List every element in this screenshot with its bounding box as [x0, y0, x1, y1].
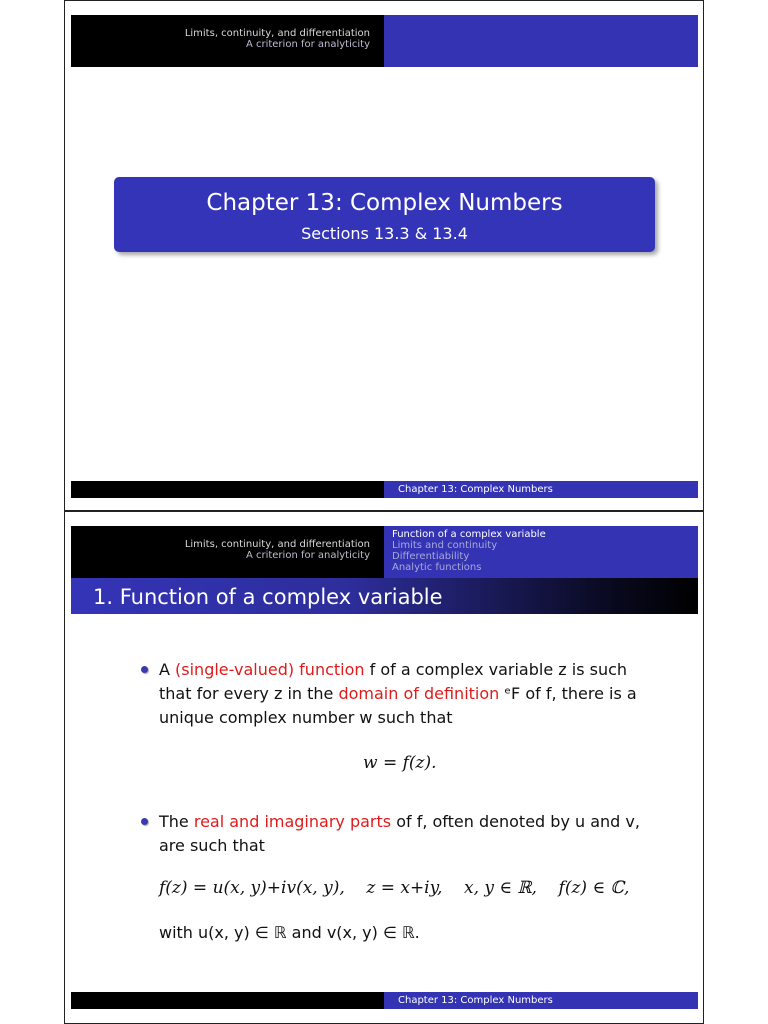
equation-decomposition: f(z) = u(x, y)+iv(x, y), z = x+iy, x, y ∈ ℝ, f(z) ∈ ℂ, [159, 878, 630, 898]
frame-title-bar [71, 578, 698, 614]
footer-label: Chapter 13: Complex Numbers [398, 995, 553, 1006]
b1-term-domain: domain of definition [338, 684, 500, 703]
header-bar [71, 526, 698, 578]
header-subsection: A criterion for analyticity [245, 550, 370, 561]
b1-text-c: ᵉF of f, there is a unique complex number w such that [159, 684, 637, 727]
header-right [384, 15, 698, 67]
toc-item-limits[interactable]: Limits and continuity [392, 540, 498, 551]
bullet-icon [141, 666, 148, 673]
toc-item-differentiability[interactable]: Differentiability [392, 551, 470, 562]
header-bar [71, 15, 698, 67]
footer-label: Chapter 13: Complex Numbers [398, 484, 553, 495]
slide-subtitle: Sections 13.3 & 13.4 [301, 224, 468, 243]
b2-text-a: The [159, 812, 194, 831]
header-subsection: A criterion for analyticity [245, 39, 370, 50]
b1-text-b: f of a complex variable z is such that for every z in the [159, 660, 628, 703]
slide-title [64, 0, 704, 511]
slide-function-complex-variable [64, 511, 704, 1024]
title-box [114, 177, 655, 252]
footer-bar [71, 992, 698, 1009]
header-left [71, 15, 384, 67]
bullet-icon [141, 818, 148, 825]
b1-text-a: A [159, 660, 176, 679]
header-section: Limits, continuity, and differentiation [184, 28, 370, 39]
slide-title-text: Chapter 13: Complex Numbers [206, 190, 563, 216]
with-line: with u(x, y) ∈ ℝ and v(x, y) ∈ ℝ. [159, 923, 420, 942]
footer-left [71, 992, 384, 1009]
equation-w: w = f(z). [363, 753, 437, 773]
footer-right [384, 481, 698, 498]
b2-text-b: of f, often denoted by u and v, are such that [159, 812, 640, 855]
footer-left [71, 481, 384, 498]
bullet-item-parts [159, 810, 659, 858]
footer-right [384, 992, 698, 1009]
toc-item-function[interactable]: Function of a complex variable [392, 529, 546, 540]
b2-term-parts: real and imaginary parts [193, 812, 392, 831]
header-left [71, 526, 384, 578]
bullet-item-function [159, 658, 659, 730]
section-toc [392, 529, 546, 573]
header-section: Limits, continuity, and differentiation [184, 539, 370, 550]
toc-item-analytic[interactable]: Analytic functions [392, 562, 482, 573]
b1-term-function: (single-valued) function [175, 660, 365, 679]
footer-bar [71, 481, 698, 498]
frame-title: 1. Function of a complex variable [93, 585, 443, 609]
